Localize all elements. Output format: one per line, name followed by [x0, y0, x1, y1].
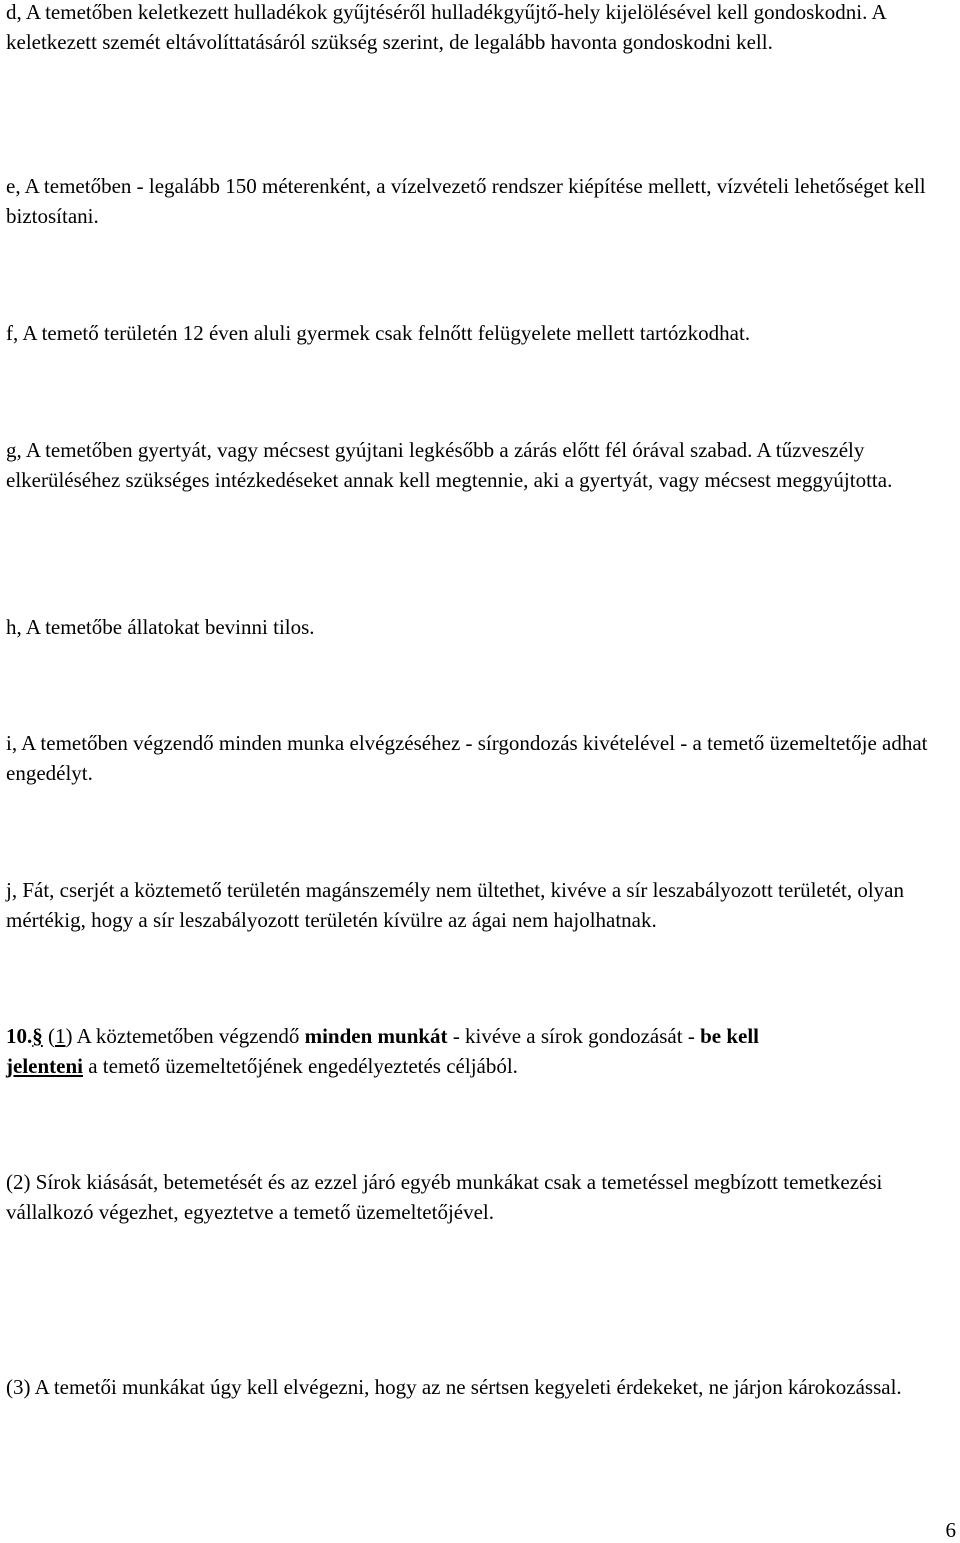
- section-10-subsection-1: [6, 1021, 954, 1081]
- paragraph-e: e, A temetőben - legalább 150 méterenként, a vízelvezető rendszer kiépítése mellett, vízvételi lehetőséget kell biztosítani.: [6, 174, 926, 228]
- section-10-subsection-2: (2) Sírok kiásását, betemetését és az ezzel járó egyéb munkákat csak a temetéssel megbízott temetkezési vállalkozó végezhet, egyeztetve a temető üzemeltetőjével.: [6, 1170, 883, 1224]
- subsection-1-text-middle: - kivéve a sírok gondozását -: [447, 1024, 701, 1048]
- subsection-1-text: ) A köztemetőben végzendő: [65, 1024, 305, 1048]
- paragraph-f: f, A temető területén 12 éven aluli gyermek csak felnőtt felügyelete mellett tartózkodhat.: [6, 321, 751, 345]
- subsection-1-emphasis-must: be kell: [700, 1024, 759, 1048]
- paragraph-j: j, Fát, cserjét a köztemető területén magánszemély nem ültethet, kivéve a sír leszabályozott területét, olyan mértékig, hogy a sír leszabályozott területén kívülre az ágai nem hajolhatnak.: [6, 878, 904, 932]
- page-number: 6: [945, 1518, 956, 1542]
- subsection-1-number: 1: [55, 1024, 66, 1048]
- subsection-1-emphasis-all-work: minden munkát: [304, 1024, 448, 1048]
- paragraph-g: g, A temetőben gyertyát, vagy mécsest gyújtani legkésőbb a zárás előtt fél órával szabad. A tűzveszély elkerüléséhez szükséges intézkedéseket annak kell megtennie, aki a gyertyát, vagy mécsest meggyújtotta.: [6, 438, 893, 492]
- paragraph-i: i, A temetőben végzendő minden munka elvégzéséhez - sírgondozás kivételével - a temető üzemeltetője adhat engedélyt.: [6, 731, 928, 785]
- paragraph-d: d, A temetőben keletkezett hulladékok gyűjtéséről hulladékgyűjtő-hely kijelölésével kell gondoskodni. A keletkezett szemét eltávolíttatásáról szükség szerint, de legalább havonta gondoskodni kell.: [6, 0, 886, 54]
- subsection-1-open: (: [42, 1024, 55, 1048]
- subsection-1-text-end: a temető üzemeltetőjének engedélyeztetés céljából.: [82, 1054, 518, 1078]
- subsection-1-emphasis-report: jelenteni: [6, 1054, 83, 1078]
- section-10-subsection-3: (3) A temetői munkákat úgy kell elvégezni, hogy az ne sértsen kegyeleti érdekeket, ne járjon károkozással.: [6, 1375, 902, 1399]
- paragraph-h: h, A temetőbe állatokat bevinni tilos.: [6, 615, 315, 639]
- section-number: 10.: [6, 1024, 33, 1048]
- section-sign: §: [32, 1024, 43, 1048]
